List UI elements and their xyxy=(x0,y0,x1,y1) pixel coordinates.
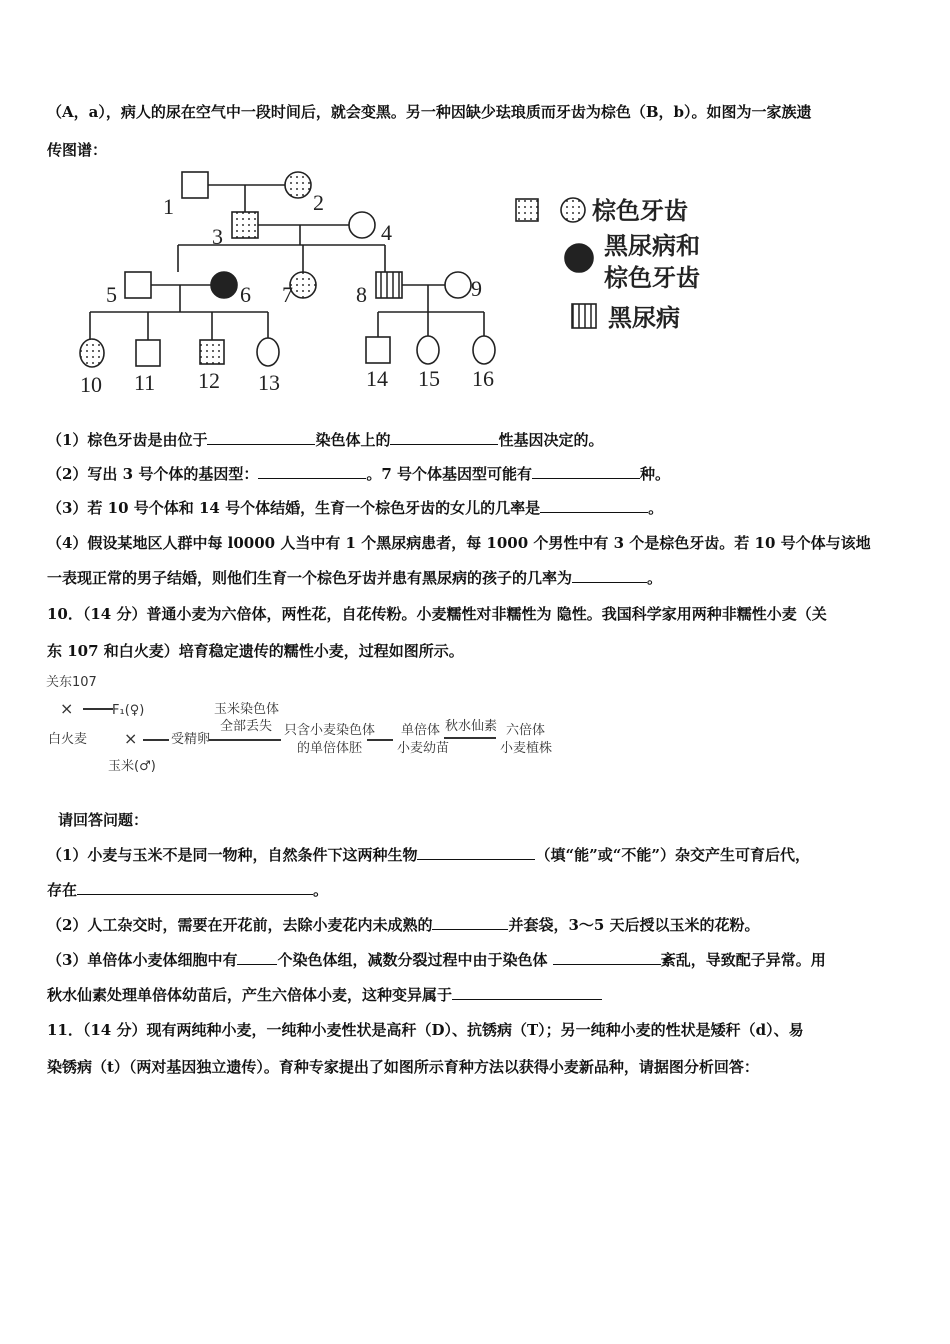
step-label: 玉米染色体 xyxy=(214,702,280,717)
label-12: 12 xyxy=(198,368,220,393)
answer-blank[interactable] xyxy=(540,498,648,513)
cross-symbol: × xyxy=(60,699,74,718)
step-label: 全部丢失 xyxy=(220,719,273,734)
q10-part1-cont: 存在 。 xyxy=(47,881,329,899)
arrow-icon xyxy=(143,739,169,741)
f1-female: F₁(♀) xyxy=(112,703,145,718)
label-9: 9 xyxy=(471,276,482,301)
answer-blank[interactable] xyxy=(258,464,366,479)
individual-5 xyxy=(125,272,151,298)
q10-part3: （3）单倍体小麦体细胞中有 个染色体组，减数分裂过程中由于染色体 紊乱，导致配子异常。用 xyxy=(47,951,826,969)
arrow-icon xyxy=(83,708,113,710)
q9-part4: （4）假设某地区人群中每 l0000 人当中有 1 个黑尿病患者，每 1000 个男性中有 3 个是棕色牙齿。若 10 号个体与该地 xyxy=(47,534,871,552)
q10-prompt: 请回答问题： xyxy=(58,811,149,829)
haploid-embryo: 的单倍体胚 xyxy=(297,741,363,756)
label-10: 10 xyxy=(80,372,102,397)
individual-7 xyxy=(290,272,316,298)
individual-6 xyxy=(211,272,237,298)
q9-part4-cont: 一表现正常的男子结婚，则他们生育一个棕色牙齿并患有黑尿病的孩子的几率为 。 xyxy=(47,569,663,587)
label-5: 5 xyxy=(106,282,117,307)
pedigree-diagram xyxy=(0,160,760,400)
haploid-seedling: 小麦幼苗 xyxy=(397,741,450,756)
q10-part3-cont: 秋水仙素处理单倍体幼苗后，产生六倍体小麦，这种变异属于 xyxy=(47,985,602,1005)
individual-14 xyxy=(366,337,390,363)
individual-3 xyxy=(232,212,258,238)
answer-blank[interactable] xyxy=(237,950,277,965)
corn-male: 玉米(♂) xyxy=(108,759,156,774)
haploid-seedling: 单倍体 xyxy=(401,723,441,738)
q10-part1: （1）小麦与玉米不是同一物种，自然条件下这两种生物 （填“能”或“不能”）杂交产生可育后代， xyxy=(47,846,810,864)
answer-blank[interactable] xyxy=(417,845,535,860)
q10-stem: 10．（14 分）普通小麦为六倍体，两性花，自花传粉。小麦糯性对非糯性为 隐性。我国科学家用两种非糯性小麦（关 xyxy=(47,605,827,623)
individual-15 xyxy=(417,336,439,364)
legend-alkaptonuria: 黑尿病 xyxy=(608,306,680,332)
q11-stem: 染锈病（t）（两对基因独立遗传）。育种专家提出了如图所示育种方法以获得小麦新品种，请据图分析回答： xyxy=(47,1058,759,1076)
q10-part2: （2）人工杂交时，需要在开花前，去除小麦花内未成熟的 并套袋，3～5 天后授以玉米的花粉。 xyxy=(47,916,760,934)
legend-both: 棕色牙齿 xyxy=(604,266,700,292)
label-13: 13 xyxy=(258,370,280,395)
arrow-icon xyxy=(209,739,281,741)
answer-blank[interactable] xyxy=(532,464,640,479)
answer-blank[interactable] xyxy=(553,950,661,965)
q9-part1: （1）棕色牙齿是由位于 染色体上的 性基因决定的。 xyxy=(47,431,604,449)
hexaploid-plant: 六倍体 xyxy=(506,723,546,738)
label-6: 6 xyxy=(240,282,251,307)
parent-guandong107: 关东107 xyxy=(46,675,97,690)
individual-9 xyxy=(445,272,471,298)
label-8: 8 xyxy=(356,282,367,307)
intro-line: （A，a），病人的尿在空气中一段时间后，就会变黑。另一种因缺少珐琅质而牙齿为棕色（B，b）。如图为一家族遗 xyxy=(47,103,812,121)
individual-2 xyxy=(285,172,311,198)
individual-1 xyxy=(182,172,208,198)
label-16: 16 xyxy=(472,366,494,391)
label-14: 14 xyxy=(366,366,388,391)
pedigree-legend xyxy=(516,198,596,328)
label-11: 11 xyxy=(134,370,156,395)
individual-16 xyxy=(473,336,495,364)
individual-11 xyxy=(136,340,160,366)
answer-blank[interactable] xyxy=(452,985,602,1000)
label-3: 3 xyxy=(212,224,223,249)
cross-symbol: × xyxy=(124,729,138,748)
individual-12 xyxy=(200,340,224,364)
label-7: 7 xyxy=(282,282,293,307)
individual-10 xyxy=(80,339,104,367)
label-4: 4 xyxy=(381,220,392,245)
q11-stem: 11．（14 分）现有两纯种小麦，一纯种小麦性状是高秆（D）、抗锈病（T）；另一纯种小麦的性状是矮秆（d）、易 xyxy=(47,1021,804,1039)
label-15: 15 xyxy=(418,366,440,391)
legend-both: 黑尿病和 xyxy=(604,234,700,260)
q9-part2: （2）写出 3 号个体的基因型： 。7 号个体基因型可能有 种。 xyxy=(47,465,671,483)
answer-blank[interactable] xyxy=(77,880,313,895)
label-2: 2 xyxy=(313,190,324,215)
hexaploid-plant: 小麦植株 xyxy=(500,741,553,756)
zygote: 受精卵 xyxy=(171,732,211,747)
individual-8 xyxy=(376,272,402,298)
q10-stem: 东 107 和白火麦）培育稳定遗传的糯性小麦，过程如图所示。 xyxy=(47,642,464,660)
answer-blank[interactable] xyxy=(572,568,647,583)
label-1: 1 xyxy=(163,194,174,219)
arrow-icon xyxy=(444,737,496,739)
answer-blank[interactable] xyxy=(390,430,498,445)
arrow-icon xyxy=(367,739,393,741)
individual-13 xyxy=(257,338,279,366)
legend-brown-teeth: 棕色牙齿 xyxy=(592,199,688,225)
answer-blank[interactable] xyxy=(207,430,315,445)
individual-4 xyxy=(349,212,375,238)
haploid-embryo: 只含小麦染色体 xyxy=(284,723,376,738)
step-label: 秋水仙素 xyxy=(445,719,498,734)
answer-blank[interactable] xyxy=(432,915,508,930)
parent-baihuomai: 白火麦 xyxy=(48,732,88,747)
q9-part3: （3）若 10 号个体和 14 号个体结婚，生育一个棕色牙齿的女儿的几率是 。 xyxy=(47,499,664,517)
intro-line: 传图谱： xyxy=(47,141,108,159)
